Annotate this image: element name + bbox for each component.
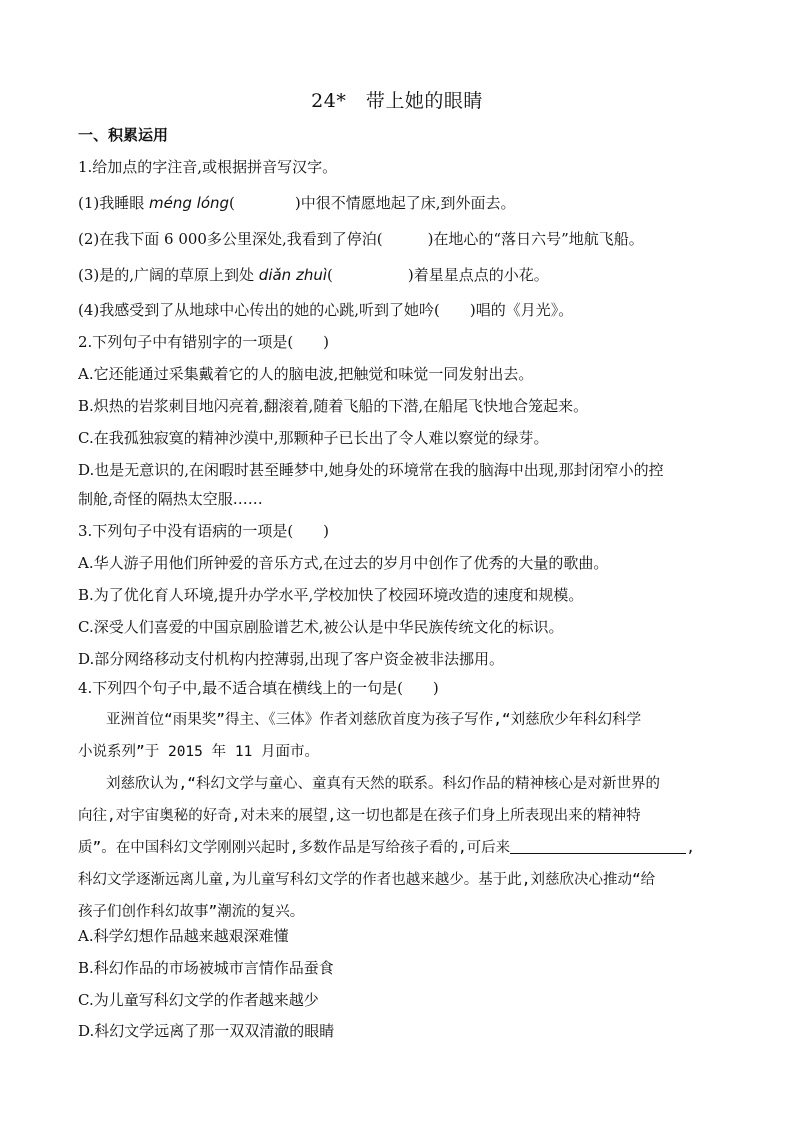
- q2-option-a: A.它还能通过采集戴着它的人的脑电波,把触觉和味觉一同发射出去。: [78, 365, 534, 383]
- q1-item-3-pre: (3)是的,广阔的草原上到处: [78, 266, 259, 284]
- q4-stem: 4.下列四个句子中,最不适合填在横线上的一句是( ): [78, 679, 439, 697]
- q4-option-b: B.科幻作品的市场被城市言情作品蚕食: [78, 959, 334, 977]
- q3-option-b: B.为了优化育人环境,提升办学水平,学校加快了校园环境改造的速度和规模。: [78, 586, 584, 604]
- q1-item-3-post: ( )着星星点点的小花。: [327, 266, 549, 284]
- q1-item-1-pre: (1)我睡眼: [78, 194, 150, 212]
- q1-item-1-post: ( )中很不情愿地起了床,到外面去。: [229, 194, 516, 212]
- section-heading: 一、积累运用: [78, 126, 169, 144]
- passage-line: 亚洲首位“雨果奖”得主、《三体》作者刘慈欣首度为孩子写作,“刘慈欣少年科幻科学: [106, 712, 642, 728]
- q1-item-1: [78, 193, 516, 213]
- q2-option-d: D.也是无意识的,在闲暇时甚至睡梦中,她身处的环境常在我的脑海中出现,那封闭窄小的控: [78, 461, 664, 479]
- q3-option-d: D.部分网络移动支付机构内控薄弱,出现了客户资金被非法挪用。: [78, 650, 505, 668]
- q2-option-b: B.炽热的岩浆刺目地闪亮着,翻滚着,随着飞船的下潜,在船尾飞快地合笼起来。: [78, 397, 589, 415]
- q1-item-4: (4)我感受到了从地球中心传出的她的心跳,听到了她吟( )唱的《月光》。: [78, 301, 574, 319]
- passage-line: 刘慈欣认为,“科幻文学与童心、童真有天然的联系。科幻作品的精神核心是对新世界的: [106, 776, 660, 792]
- q4-option-c: C.为儿童写科幻文学的作者越来越少: [78, 991, 319, 1009]
- passage-line-with-blank: [78, 832, 718, 864]
- fill-in-blank: [510, 837, 686, 854]
- q4-option-a: A.科学幻想作品越来越艰深难懂: [78, 927, 289, 945]
- q1-item-1-pinyin: méng lóng: [149, 194, 230, 212]
- passage-line: 小说系列”于 2015 年 11 月面市。: [78, 744, 320, 760]
- q4-option-d: D.科幻文学远离了那一双双清澈的眼睛: [78, 1022, 335, 1040]
- q3-option-c: C.深受人们喜爱的中国京剧脸谱艺术,被公认是中华民族传统文化的标识。: [78, 618, 564, 636]
- q1-stem: 1.给加点的字注音,或根据拼音写汉字。: [78, 158, 338, 176]
- passage-comma: ,: [686, 840, 695, 856]
- q2-stem: 2.下列句子中有错别字的一项是( ): [78, 333, 330, 351]
- passage-line: 孩子们创作科幻故事”潮流的复兴。: [78, 904, 305, 920]
- page-title: 24* 带上她的眼睛: [311, 90, 483, 112]
- q2-option-d-cont: 制舱,奇怪的隔热太空服……: [78, 490, 263, 508]
- q1-item-3-pinyin: diǎn zhuì: [258, 266, 328, 284]
- passage-line: 科幻文学逐渐远离儿童,为儿童写科幻文学的作者也越来越少。基于此,刘慈欣决心推动“给: [78, 872, 656, 888]
- q3-option-a: A.华人游子用他们所钟爱的音乐方式,在过去的岁月中创作了优秀的大量的歌曲。: [78, 554, 609, 572]
- passage-line: 向往,对宇宙奥秘的好奇,对未来的展望,这一切也都是在孩子们身上所表现出来的精神特: [78, 808, 641, 824]
- q3-stem: 3.下列句子中没有语病的一项是( ): [78, 522, 330, 540]
- q1-item-3: [78, 265, 549, 285]
- q4-passage: [78, 704, 718, 928]
- q1-item-2: (2)在我下面 6 000多公里深处,我看到了停泊( )在地心的“落日六号”地航飞船。: [78, 230, 644, 248]
- passage-line: 质”。在中国科幻文学刚刚兴起时,多数作品是写给孩子看的,可后来: [78, 840, 511, 856]
- q2-option-c: C.在我孤独寂寞的精神沙漠中,那颗种子已长出了令人难以察觉的绿芽。: [78, 429, 549, 447]
